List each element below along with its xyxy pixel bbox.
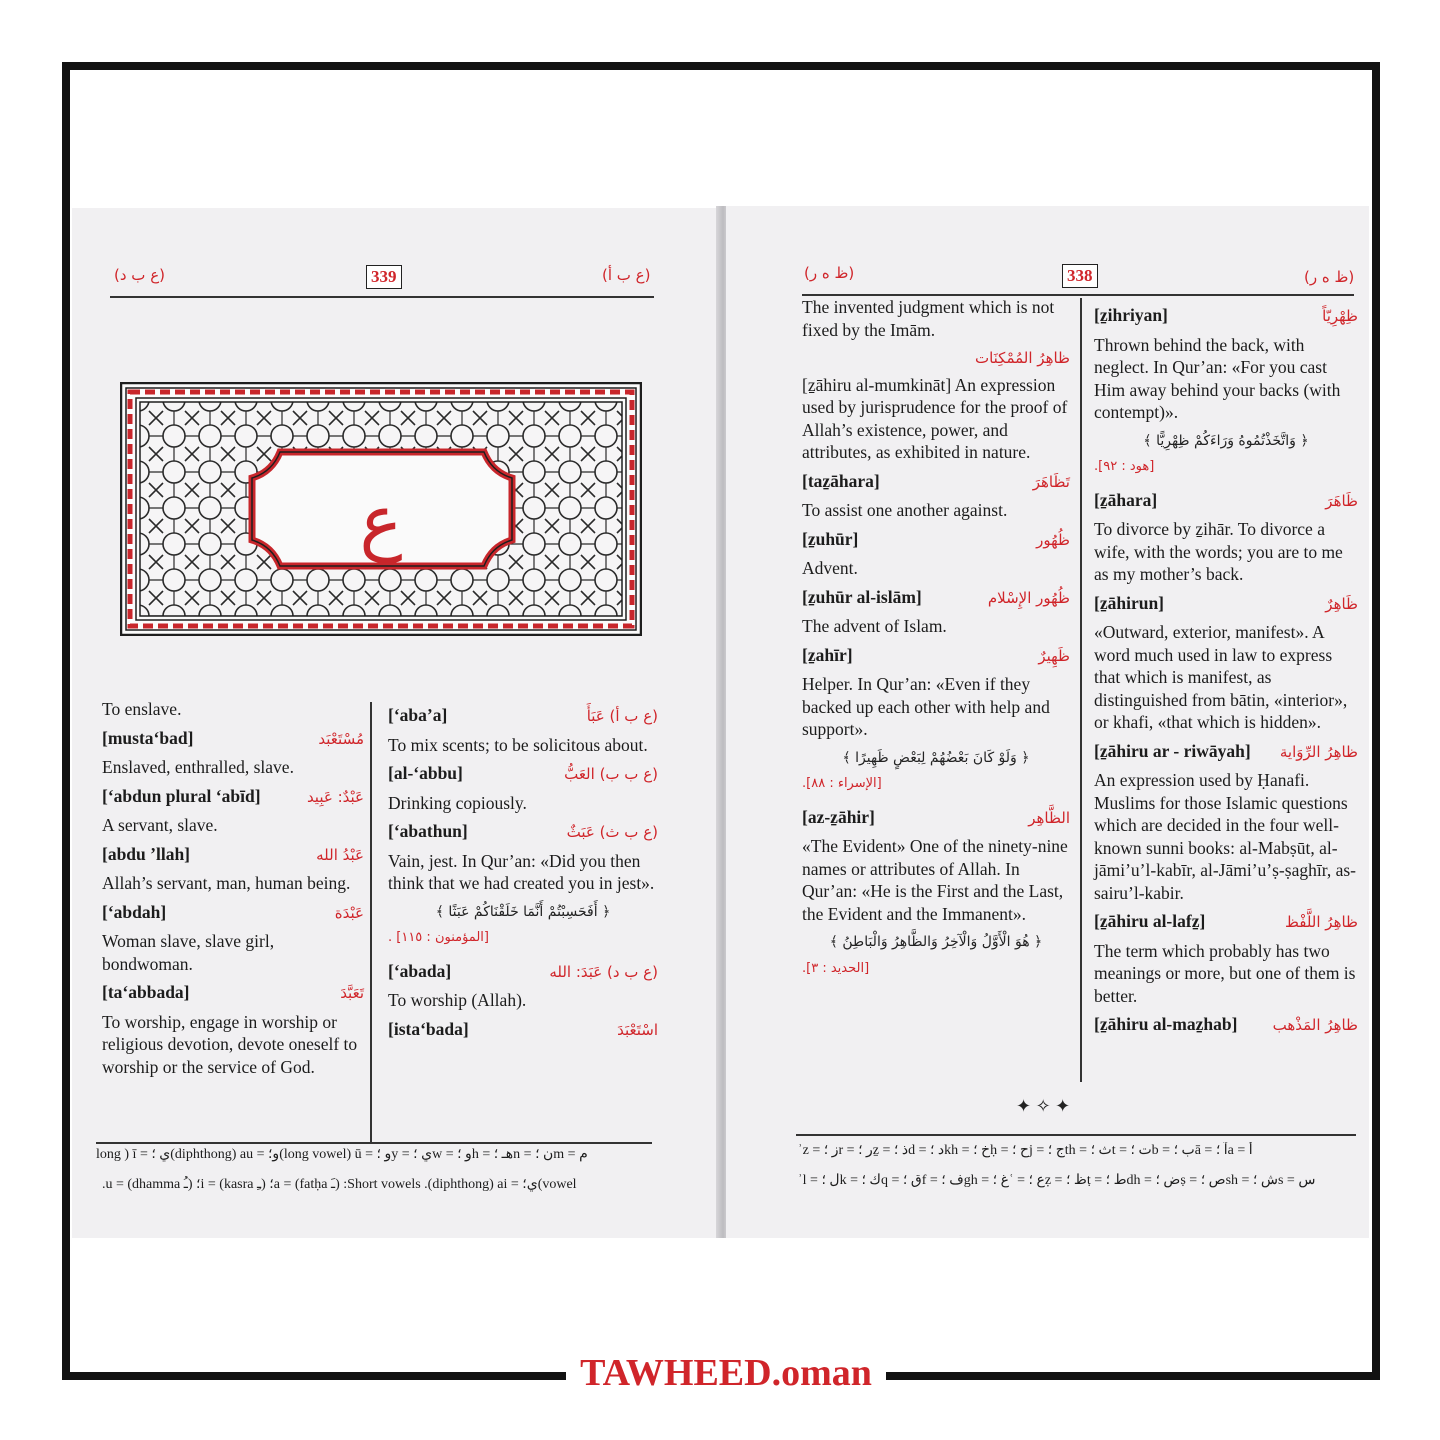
left-page-number: 339 <box>366 265 402 289</box>
entry-definition: An expression used by Ḥanafi. Muslims for those Islamic questions which are decided in the four well-known sunni books: al-Mabṣūt, al-jāmi’u’l-kabīr, al-Jāmi’u’ṣ-ṣaghīr, as-sairu’l-kabir. <box>1094 770 1356 903</box>
right-header-left: (ظ ه ر) <box>804 264 855 282</box>
left-header-right: (ع ب أ) <box>602 266 651 284</box>
entry-term <box>102 843 364 867</box>
entry-definition: «Outward, exterior, manifest». A word much used in law to express that which is manifest, as distinguished from bātin, «interior», or khafi, «that which is hidden». <box>1094 622 1348 732</box>
term-transliteration: [ẕāhiru al-lafẕ] <box>1094 911 1206 931</box>
term-transliteration: [‘abdah] <box>102 901 167 922</box>
entry-term <box>102 901 364 925</box>
entry-term <box>802 586 1070 610</box>
term-arabic: ظَاهِرٌ <box>1325 594 1358 613</box>
term-transliteration: [abdu ’llah] <box>102 843 191 864</box>
left-transliteration-line-2: .u = (dhamma ـُ) ؛i = (kasra ـِ) ؛a = (fatḥa ـَ) :Short vowels .(diphthong) ai = ي؛(vowel <box>102 1177 577 1192</box>
entry-term <box>1094 592 1358 616</box>
term-arabic: الظَّاهِر <box>1028 808 1070 827</box>
entry-definition: Woman slave, slave girl, bondwoman. <box>102 931 275 974</box>
term-arabic: (ع ب ب) العَبُّ <box>564 765 658 783</box>
term-transliteration: [‘abada] <box>388 960 452 981</box>
term-arabic: (ع ب د) عَبَدَ: الله <box>549 962 658 981</box>
entry-term <box>802 806 1070 830</box>
left-page <box>72 208 722 1238</box>
term-arabic: اسْتَعْبَدَ <box>617 1020 658 1039</box>
entry-term <box>1094 304 1358 328</box>
verse-reference: [المؤمنون : ١١٥] . <box>388 930 489 945</box>
right-column-a <box>802 296 1070 990</box>
entry-definition: Advent. <box>802 558 858 578</box>
entry-definition: The invented judgment which is not fixed by the Imām. <box>802 297 1055 340</box>
left-header-rule <box>110 296 654 298</box>
quran-verse: ﴿ وَلَوْ كَانَ بَعْضُهُمْ لِبَعْضٍ ظَهِيرًا ﴾ <box>842 749 1030 766</box>
term-transliteration: [‘abdun plural ‘abīd] <box>102 785 261 806</box>
term-arabic: ظاهِرُ المَذْهب <box>1272 1016 1358 1034</box>
right-column-divider <box>1080 298 1082 1082</box>
entry-term <box>388 704 658 728</box>
quran-verse: ﴿ وَاتَّخَذْتُمُوهُ وَرَاءَكُمْ ظِهْرِيًّا ﴾ <box>1143 432 1309 449</box>
entry-definition: To worship (Allah). <box>388 990 527 1010</box>
verse-reference: [الحديد : ٣]. <box>802 960 870 976</box>
left-transliteration-line-1: long ) ī = ي ؛(diphthong) au = و؛(long vowel) ū = و ؛y = ي ؛w = و ؛h = هـ ؛n = ن ؛m = م <box>96 1147 588 1162</box>
entry-term <box>388 762 658 786</box>
entry-definition: To worship, engage in worship or religious devotion, devote oneself to worship or the service of God. <box>102 1011 358 1077</box>
letter-ornament-panel <box>120 382 642 636</box>
entry-term <box>1094 489 1358 513</box>
term-arabic: (ع ب ث) عَبَثٌ <box>566 823 658 841</box>
term-arabic: مُسْتَعْبَد <box>318 729 364 748</box>
term-transliteration: [ẕahīr] <box>802 644 853 665</box>
term-arabic-heading: ظاهِرُ المُمْكِنَات <box>974 349 1070 367</box>
entry-term <box>1094 910 1358 934</box>
entry-term <box>102 785 364 809</box>
term-transliteration: [‘aba’a] <box>388 705 448 725</box>
entry-definition: Thrown behind the back, with neglect. In Qur’an: «For you cast Him away behind your backs (with contempt)». <box>1094 334 1341 422</box>
entry-definition: The advent of Islam. <box>802 616 947 636</box>
term-transliteration: [ẕāhirun] <box>1094 592 1164 613</box>
term-arabic: ظِهْرِيّاً <box>1322 307 1358 325</box>
entry-definition: «The Evident» One of the ninety-nine names or attributes of Allah. In Qur’an: «He is the First and the Last, the Evident and the Immanent». <box>802 836 1068 924</box>
term-arabic: تَعَبَّدَ <box>340 984 364 1002</box>
right-column-b <box>1094 302 1358 1043</box>
entry-term <box>388 960 658 984</box>
entry-term <box>1094 1013 1358 1037</box>
left-column-a <box>102 698 364 1084</box>
entry-definition: Helper. In Qur’an: «Even if they backed up each other with help and support». <box>802 674 1050 739</box>
brand-logo-text: TAWHEED.oman <box>566 1350 886 1396</box>
entry-definition: [ẕāhiru al-mumkināt] An expression used by jurisprudence for the proof of Allah’s existence, power, and attributes, as exhibited in nature. <box>802 374 1068 462</box>
term-transliteration: [al-‘abbu] <box>388 763 463 783</box>
verse-reference: [هود : ٩٢]. <box>1094 459 1155 474</box>
term-arabic: (ع ب أ) عَبَأَ <box>586 707 658 725</box>
left-header-left: (ع ب د) <box>114 266 166 284</box>
term-transliteration: [ta‘abbada] <box>102 982 190 1002</box>
term-arabic: ظاهِرُ اللَّفْظ <box>1285 913 1358 931</box>
term-transliteration: [taẕāhara] <box>802 470 880 491</box>
right-header-right: (ظ ه ر) <box>1304 268 1355 286</box>
entry-term <box>802 644 1070 668</box>
right-page-number: 338 <box>1062 264 1098 288</box>
term-transliteration: [az-ẕāhir] <box>802 806 875 827</box>
term-arabic: تَظَاهَرَ <box>1032 472 1070 491</box>
term-transliteration: [ẕuhūr] <box>802 528 859 549</box>
left-column-b <box>388 702 658 1047</box>
term-arabic: عَبْدُ الله <box>316 845 364 864</box>
term-arabic: ظاهِرُ الرِّوَاية <box>1279 742 1358 761</box>
entry-definition: To assist one another against. <box>802 500 1008 520</box>
term-transliteration: [ẕihriyan] <box>1094 305 1168 325</box>
entry-definition: Allah’s servant, man, human being. <box>102 873 351 893</box>
term-transliteration: [musta‘bad] <box>102 727 194 748</box>
term-arabic: ظَهِيرٌ <box>1038 646 1070 665</box>
term-transliteration: [ista‘bada] <box>388 1018 469 1039</box>
term-transliteration: [‘abathun] <box>388 821 468 841</box>
entry-definition: Drinking copiously. <box>388 792 527 813</box>
entry-definition: To enslave. <box>102 699 182 719</box>
entry-term <box>388 1018 658 1042</box>
term-arabic: ظُهُور <box>1036 530 1070 549</box>
term-transliteration: [ẕāhiru al-maẕhab] <box>1094 1014 1238 1034</box>
entry-definition: To mix scents; to be solicitous about. <box>388 734 648 755</box>
term-arabic: ظُهُور الإِسْلام <box>987 588 1070 607</box>
right-transliteration-line-1: ʾz = ز ؛r = ر ؛ẕ = ذ ؛d = د ؛kh = خ ؛ḥ = ح ؛j = ج ؛th = ث ؛t = ت ؛b = ب ؛ā = آ ؛a = أ <box>798 1143 1253 1158</box>
entry-term <box>102 981 364 1005</box>
term-transliteration: [ẕāhiru ar - riwāyah] <box>1094 740 1251 761</box>
verse-reference: [الإسراء : ٨٨]. <box>802 776 882 791</box>
term-arabic: عَبْدَة <box>334 903 364 922</box>
right-page <box>726 206 1369 1238</box>
term-arabic: ظَاهَرَ <box>1325 491 1358 510</box>
entry-term <box>802 470 1070 494</box>
entry-term <box>1094 740 1358 764</box>
entry-definition: Enslaved, enthralled, slave. <box>102 757 294 777</box>
right-footer-rule <box>796 1134 1356 1136</box>
quran-verse: ﴿ هُوَ الْأَوَّلُ وَالْآخِرُ وَالظَّاهِرُ وَالْبَاطِنُ ﴾ <box>829 934 1043 950</box>
entry-definition: To divorce by ẕihār. To divorce a wife, with the words; you are to me as my mother’s back. <box>1094 519 1343 584</box>
section-end-stars: ✦ ✧ ✦ <box>1016 1096 1071 1116</box>
quran-verse: ﴿ أَفَحَسِبْتُمْ أَنَّمَا خَلَقْنَاكُمْ عَبَثًا ﴾ <box>435 903 611 920</box>
brand-rule-right <box>890 1372 1380 1380</box>
left-column-divider <box>370 702 372 1142</box>
ornament-letter: ع <box>359 479 403 563</box>
term-arabic: عَبْدٌ: عَبِيد <box>306 787 364 806</box>
term-transliteration: [ẕāhara] <box>1094 489 1158 510</box>
term-transliteration: [ẕuhūr al-islām] <box>802 586 922 607</box>
entry-definition: The term which probably has two meanings or more, but one of them is better. <box>1094 940 1356 1006</box>
right-transliteration-line-2: ʾl = ل ؛k = ك ؛q = ق ؛f = ف ؛gh = غ ؛ʿ = ع ؛ẓ = ظ ؛ṭ = ط ؛dh = ض ؛ṣ = ص ؛sh = ش ؛s = س <box>798 1173 1316 1188</box>
entry-term <box>388 820 658 844</box>
left-footer-rule <box>96 1142 652 1144</box>
entry-term <box>102 727 364 751</box>
entry-definition: Vain, jest. In Qur’an: «Did you then think that we had created you in jest». <box>388 850 655 893</box>
brand-rule-left <box>62 1372 562 1380</box>
entry-term <box>802 528 1070 552</box>
entry-definition: A servant, slave. <box>102 815 218 835</box>
